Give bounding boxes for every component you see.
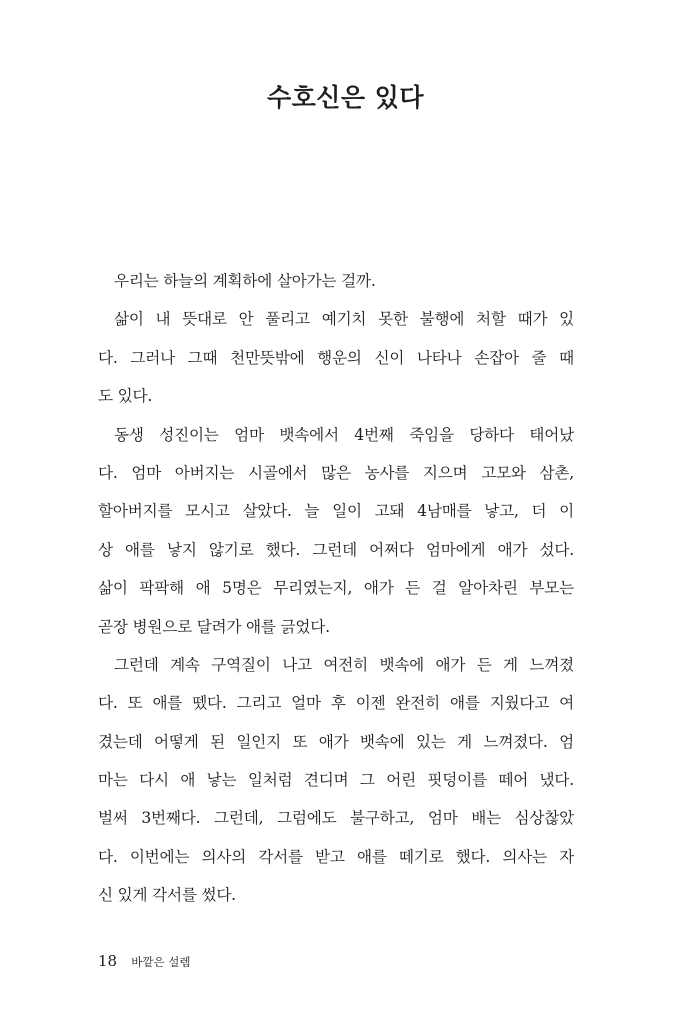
page-number: 18 — [98, 952, 118, 970]
text-line: 다. 엄마 아버지는 시골에서 많은 농사를 지으며 고모와 삼촌, — [98, 463, 574, 482]
text-line: 우리는 하늘의 계획하에 살아가는 걸까. — [114, 272, 376, 290]
text-line: 다. 또 애를 뗐다. 그리고 얼마 후 이젠 완전히 애를 지웠다고 여 — [98, 694, 574, 713]
text-line: 삶이 팍팍해 애 5명은 무리였는지, 애가 든 걸 알아차린 부모는 — [98, 579, 574, 598]
text-line: 신 있게 각서를 썼다. — [98, 886, 236, 905]
page-footer — [98, 952, 190, 970]
body-text — [98, 262, 574, 915]
page-title: 수호신은 있다 — [266, 83, 425, 112]
running-title: 바깥은 설렘 — [131, 955, 191, 969]
text-line: 다. 그러나 그때 천만뜻밖에 행운의 신이 나타나 손잡아 줄 때 — [98, 348, 574, 367]
text-line: 삶이 내 뜻대로 안 풀리고 예기치 못한 불행에 처할 때가 있 — [114, 310, 574, 329]
text-line: 상 애를 낳지 않기로 했다. 그런데 어쩌다 엄마에게 애가 섰다. — [98, 540, 574, 559]
text-line: 겼는데 어떻게 된 일인지 또 애가 뱃속에 있는 게 느껴졌다. 엄 — [98, 732, 574, 751]
text-line: 할아버지를 모시고 살았다. 늘 일이 고돼 4남매를 낳고, 더 이 — [98, 502, 574, 521]
text-line: 벌써 3번째다. 그런데, 그럼에도 불구하고, 엄마 배는 심상찮았 — [98, 809, 574, 828]
text-line: 다. 이번에는 의사의 각서를 받고 애를 떼기로 했다. 의사는 자 — [98, 847, 574, 866]
text-line: 동생 성진이는 엄마 뱃속에서 4번째 죽임을 당하다 태어났 — [114, 425, 574, 444]
text-line: 도 있다. — [98, 387, 153, 406]
text-line: 그런데 계속 구역질이 나고 여전히 뱃속에 애가 든 게 느껴졌 — [114, 655, 574, 674]
text-line: 마는 다시 애 낳는 일처럼 견디며 그 어린 핏덩이를 떼어 냈다. — [98, 771, 574, 790]
text-line: 곧장 병원으로 달려가 애를 긁었다. — [98, 617, 330, 636]
